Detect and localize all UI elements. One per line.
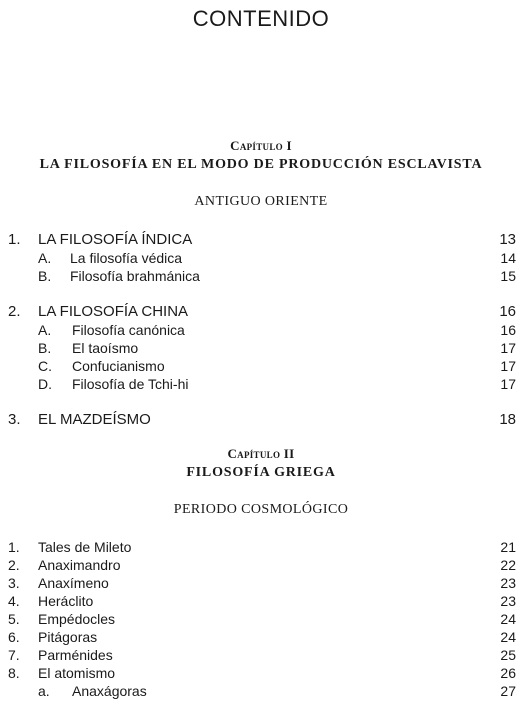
toc-entry bbox=[0, 539, 522, 559]
entry-number: 2. bbox=[8, 557, 20, 573]
entry-label: Filosofía canónica bbox=[72, 322, 185, 338]
entry-label: Tales de Mileto bbox=[38, 539, 132, 555]
entry-page: 23 bbox=[500, 575, 516, 591]
entry-number: 7. bbox=[8, 647, 20, 663]
entry-number: 8. bbox=[8, 665, 20, 681]
entry-page: 14 bbox=[500, 250, 516, 266]
chapter-1-title: LA FILOSOFÍA EN EL MODO DE PRODUCCIÓN ESCLAVISTA bbox=[39, 157, 483, 172]
entry-number: D. bbox=[38, 376, 52, 392]
entry-page: 18 bbox=[499, 411, 516, 428]
toc-entry bbox=[0, 593, 522, 613]
entry-number: C. bbox=[38, 358, 52, 374]
entry-number: 5. bbox=[8, 611, 20, 627]
toc-entry bbox=[0, 647, 522, 667]
entry-page: 17 bbox=[500, 376, 516, 392]
chapter-1-label: Capítulo I bbox=[230, 138, 292, 153]
entry-number: 4. bbox=[8, 593, 20, 609]
toc-entry bbox=[0, 629, 522, 649]
chapter-2-label: Capítulo II bbox=[227, 446, 295, 461]
entry-page: 15 bbox=[500, 268, 516, 284]
entry-number: 1. bbox=[8, 539, 20, 555]
toc-entry bbox=[0, 358, 522, 378]
entry-page: 25 bbox=[500, 647, 516, 663]
entry-label: LA FILOSOFÍA ÍNDICA bbox=[38, 231, 193, 248]
toc-entry bbox=[0, 268, 522, 288]
entry-page: 24 bbox=[500, 611, 516, 627]
toc-entry bbox=[0, 611, 522, 631]
entry-page: 16 bbox=[499, 303, 516, 320]
entry-number: a. bbox=[38, 683, 50, 699]
section-periodo-cosmologico: PERIODO COSMOLÓGICO bbox=[173, 502, 349, 517]
section-antiguo-oriente: ANTIGUO ORIENTE bbox=[194, 194, 328, 209]
entry-label: Filosofía brahmánica bbox=[70, 268, 200, 284]
toc-entry bbox=[0, 376, 522, 396]
entry-label: Filosofía de Tchi-hi bbox=[72, 376, 189, 392]
toc-entry bbox=[0, 411, 522, 431]
entry-number: 3. bbox=[8, 575, 20, 591]
entry-label: Anaximandro bbox=[38, 557, 121, 573]
toc-entry bbox=[0, 683, 522, 703]
entry-page: 17 bbox=[500, 358, 516, 374]
entry-label: Empédocles bbox=[38, 611, 116, 627]
entry-number: 1. bbox=[8, 231, 21, 248]
entry-page: 26 bbox=[500, 665, 516, 681]
entry-label: LA FILOSOFÍA CHINA bbox=[38, 303, 189, 320]
entry-label: Parménides bbox=[38, 647, 113, 663]
entry-page: 27 bbox=[500, 683, 516, 699]
entry-number: 6. bbox=[8, 629, 20, 645]
entry-label: Heráclito bbox=[38, 593, 94, 609]
entry-label: El taoísmo bbox=[72, 340, 139, 356]
entry-number: B. bbox=[38, 340, 52, 356]
toc-entry bbox=[0, 575, 522, 595]
entry-page: 16 bbox=[500, 322, 516, 338]
chapter-2-title: FILOSOFÍA GRIEGA bbox=[186, 465, 336, 480]
toc-entry bbox=[0, 322, 522, 342]
entry-label: Anaxágoras bbox=[72, 683, 147, 699]
toc-entry bbox=[0, 250, 522, 270]
entry-label: El atomismo bbox=[38, 665, 116, 681]
toc-entry bbox=[0, 231, 522, 251]
entry-number: 3. bbox=[8, 411, 21, 428]
entry-label: Anaxímeno bbox=[38, 575, 109, 591]
entry-page: 17 bbox=[500, 340, 516, 356]
entry-page: 22 bbox=[500, 557, 516, 573]
entry-label: EL MAZDEÍSMO bbox=[38, 411, 151, 428]
entry-label: Confucianismo bbox=[72, 358, 165, 374]
entry-page: 23 bbox=[500, 593, 516, 609]
entry-number: A. bbox=[38, 322, 52, 338]
entry-number: B. bbox=[38, 268, 52, 284]
entry-label: La filosofía védica bbox=[70, 250, 183, 266]
toc-entry bbox=[0, 340, 522, 360]
entry-page: 21 bbox=[500, 539, 516, 555]
page-title: CONTENIDO bbox=[192, 6, 330, 31]
entry-page: 13 bbox=[499, 231, 516, 248]
entry-number: A. bbox=[38, 250, 52, 266]
toc-entry bbox=[0, 665, 522, 685]
toc-entry bbox=[0, 303, 522, 323]
entry-page: 24 bbox=[500, 629, 516, 645]
entry-number: 2. bbox=[8, 303, 21, 320]
toc-entry bbox=[0, 557, 522, 577]
entry-label: Pitágoras bbox=[38, 629, 98, 645]
